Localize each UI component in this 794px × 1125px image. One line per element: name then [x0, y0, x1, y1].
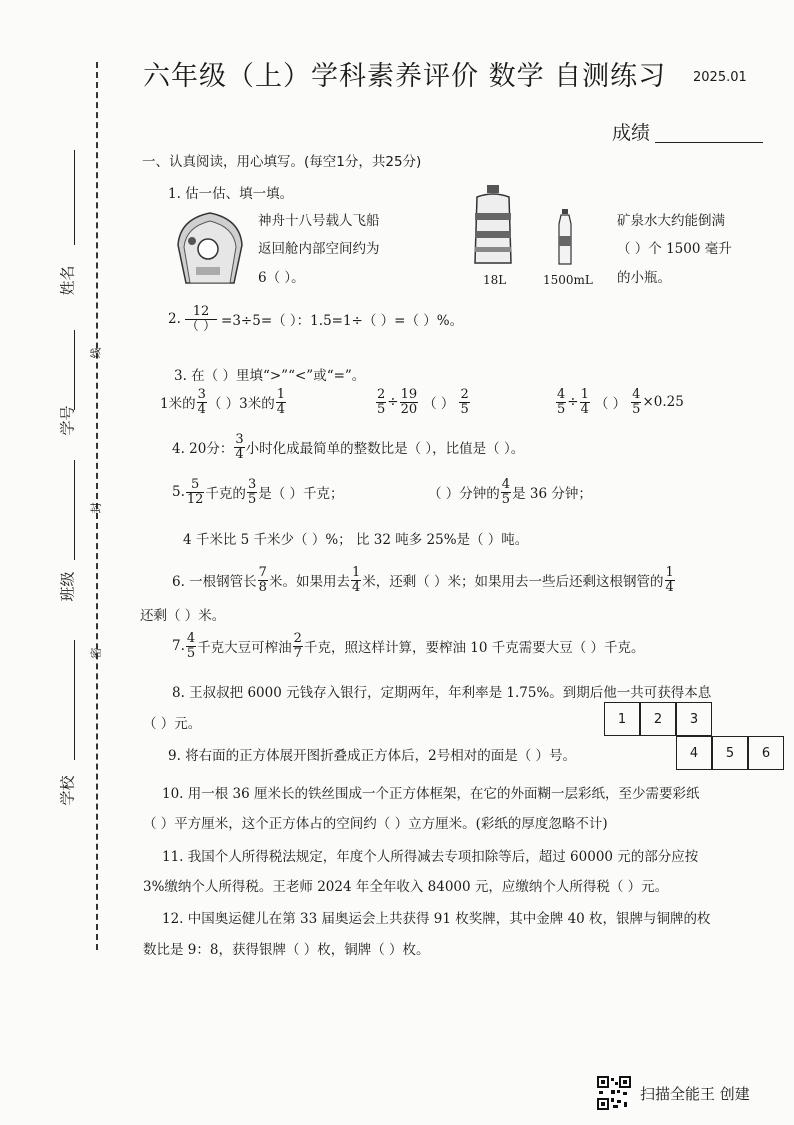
- frac-den: 5: [377, 401, 386, 417]
- operator: ÷: [387, 394, 399, 411]
- q5-b-post: 是 36 分钟；: [512, 486, 592, 503]
- jug-volume: 18L: [483, 273, 507, 287]
- q4: [172, 433, 524, 461]
- q3-item-3: [555, 388, 684, 416]
- net-cell-5: 5: [712, 736, 748, 770]
- q12-line1: 12. 中国奥运健儿在第 33 届奥运会上共获得 91 枚奖牌，其中金牌 40 枚，银牌与铜牌的枚: [162, 911, 711, 927]
- q1-left-line1: 神舟十八号载人飞船: [258, 213, 380, 229]
- score-blank[interactable]: [655, 142, 763, 143]
- q1-right-line3: 的小瓶。: [617, 270, 671, 286]
- score-label: 成绩: [612, 122, 651, 144]
- frac-den: 5: [632, 401, 641, 417]
- frac-den: 4: [580, 401, 589, 417]
- school-line[interactable]: [74, 640, 75, 760]
- frac-den: 4: [197, 401, 206, 417]
- q9-text: 9. 将右面的正方体展开图折叠成正方体后，2号相对的面是（ ）号。: [168, 748, 577, 764]
- q8-line2: （ ）元。: [143, 716, 202, 732]
- frac-den: 7: [293, 645, 302, 661]
- class-label: 班级: [58, 571, 77, 602]
- q7-pre: 7.: [172, 638, 185, 655]
- feng-mark: 封: [89, 502, 103, 514]
- school-label: 学校: [58, 775, 77, 806]
- frac-num: 5: [191, 477, 200, 492]
- capsule-image: [172, 205, 248, 287]
- q3-item-1: [160, 388, 287, 416]
- water-jug-icon: [467, 183, 519, 267]
- q2-num: 2.: [168, 311, 181, 328]
- q1-left-line2: 返回舱内部空间约为: [258, 241, 380, 257]
- frac-den: 8: [258, 579, 267, 595]
- q3-item3-blank[interactable]: （ ）: [594, 396, 627, 413]
- net-cell-1: 1: [604, 702, 640, 736]
- q3-item1-blank[interactable]: （ ）3米的: [207, 396, 275, 413]
- q2-frac-num: 12: [192, 304, 210, 319]
- net-cell-3: 3: [676, 702, 712, 736]
- q2: [168, 305, 463, 333]
- frac-den: 12: [186, 491, 204, 507]
- frac-den: 20: [400, 401, 418, 417]
- q5-a-mid: 千克的: [205, 486, 246, 503]
- q5-b-pre: （ ）分钟的: [428, 486, 500, 503]
- class-line[interactable]: [74, 460, 75, 560]
- frac-den: 4: [235, 446, 244, 462]
- q10-line2: （ ）平方厘米，这个正方体占的空间约（ ）立方厘米。(彩纸的厚度忽略不计): [143, 816, 608, 832]
- id-label: 学号: [58, 405, 77, 436]
- frac-num: 4: [186, 631, 196, 646]
- page-title: 六年级（上）学科素养评价 数学 自测练习: [143, 61, 667, 92]
- net-cell-2: 2: [640, 702, 676, 736]
- bottle-icon: [555, 208, 575, 266]
- frac-num: 2: [377, 387, 386, 402]
- q3-item2-blank[interactable]: （ ）: [423, 396, 455, 413]
- q4-pre: 4. 20分：: [172, 441, 234, 458]
- frac-den: 5: [501, 491, 511, 507]
- q6-line2: 还剩（ ）米。: [140, 608, 226, 624]
- q10-line1: 10. 用一根 36 厘米长的铁丝围成一个正方体框架，在它的外面糊一层彩纸，至少需要彩纸: [162, 786, 700, 802]
- frac-num: 3: [247, 477, 257, 492]
- q11-line1: 11. 我国个人所得税法规定，年度个人所得减去专项扣除等后，超过 60000 元的部分应按: [162, 849, 699, 865]
- frac-num: 19: [400, 387, 418, 402]
- q7-mid: 千克大豆可榨油: [197, 640, 292, 657]
- q1-left-line3: 6（ ）。: [258, 270, 305, 286]
- frac-num: 1: [665, 565, 674, 580]
- q1-right-line1: 矿泉水大约能倒满: [617, 213, 725, 229]
- frac-num: 3: [197, 387, 206, 402]
- frac-den: 4: [351, 579, 361, 595]
- q5-a-post: 是（ ）千克；: [258, 486, 344, 503]
- frac-num: 4: [557, 387, 566, 402]
- frac-den: 5: [460, 401, 469, 417]
- frac-num: 4: [632, 387, 641, 402]
- q2-rest: =3÷5=（ ）：1.5=1÷（ ）=（ ）%。: [221, 313, 464, 330]
- frac-num: 7: [258, 565, 267, 580]
- q8-line1: 8. 王叔叔把 6000 元钱存入银行，定期两年，年利率是 1.75%。到期后他一共可获得本息: [172, 685, 712, 701]
- exam-date: 2025.01: [693, 70, 747, 85]
- q6-mid2: 米，还剩（ ）米；如果用去一些后还剩这根钢管的: [362, 574, 664, 591]
- operator: ÷: [567, 394, 579, 411]
- q7-post: 千克，照这样计算，要榨油 10 千克需要大豆（ ）千克。: [303, 640, 645, 657]
- q5-num: 5.: [172, 484, 185, 501]
- mi-mark: 密: [89, 647, 103, 659]
- q6-mid: 米。如果用去: [268, 574, 350, 591]
- qr-code-icon: [597, 1076, 631, 1110]
- id-line[interactable]: [74, 330, 75, 410]
- q5-b: [428, 478, 592, 506]
- frac-num: 4: [501, 477, 511, 492]
- xian-mark: 线: [89, 347, 103, 359]
- q11-line2: 3%缴纳个人所得税。王老师 2024 年全年收入 84000 元，应缴纳个人所得税（ ）元。: [143, 879, 669, 895]
- q1-right-line2: （ ）个 1500 毫升: [617, 241, 732, 257]
- q3-item3-tail: ×0.25: [642, 394, 684, 411]
- q7: [172, 632, 645, 660]
- q6: [172, 566, 676, 594]
- q3-item-2: [375, 388, 471, 416]
- frac-num: 1: [351, 565, 361, 580]
- frac-num: 3: [235, 432, 244, 447]
- q3-label: 3. 在（ ）里填“>”“<”或“=”。: [174, 368, 366, 384]
- q1-label: 1. 估一估、填一填。: [168, 186, 294, 202]
- q12-line2: 数比是 9：8，获得银牌（ ）枚，铜牌（ ）枚。: [143, 942, 430, 958]
- scanner-watermark: 扫描全能王 创建: [640, 1085, 750, 1103]
- net-cell-4: 4: [676, 736, 712, 770]
- bottle-volume: 1500mL: [543, 273, 593, 287]
- frac-den: 4: [276, 401, 286, 417]
- q4-post: 小时化成最简单的整数比是（ ），比值是（ ）。: [245, 441, 525, 458]
- q5-a: [172, 478, 344, 506]
- name-line[interactable]: [74, 150, 75, 245]
- frac-num: 1: [276, 387, 286, 402]
- q3-item1-pre: 1米的: [160, 396, 196, 413]
- section-title: 一、认真阅读，用心填写。(每空1分，共25分): [142, 154, 422, 170]
- frac-den: 5: [557, 401, 566, 417]
- net-cell-6: 6: [748, 736, 784, 770]
- frac-num: 2: [460, 387, 469, 402]
- frac-den: 4: [665, 579, 674, 595]
- frac-num: 2: [293, 631, 302, 646]
- name-label: 姓名: [58, 265, 77, 296]
- frac-num: 1: [580, 387, 589, 402]
- frac-den: 5: [247, 491, 257, 507]
- q5-line2: 4 千米比 5 千米少（ ）%； 比 32 吨多 25%是（ ）吨。: [183, 532, 529, 548]
- q2-frac-den[interactable]: （ ）: [185, 318, 217, 334]
- q6-pre: 6. 一根钢管长: [172, 574, 257, 591]
- frac-den: 5: [186, 645, 196, 661]
